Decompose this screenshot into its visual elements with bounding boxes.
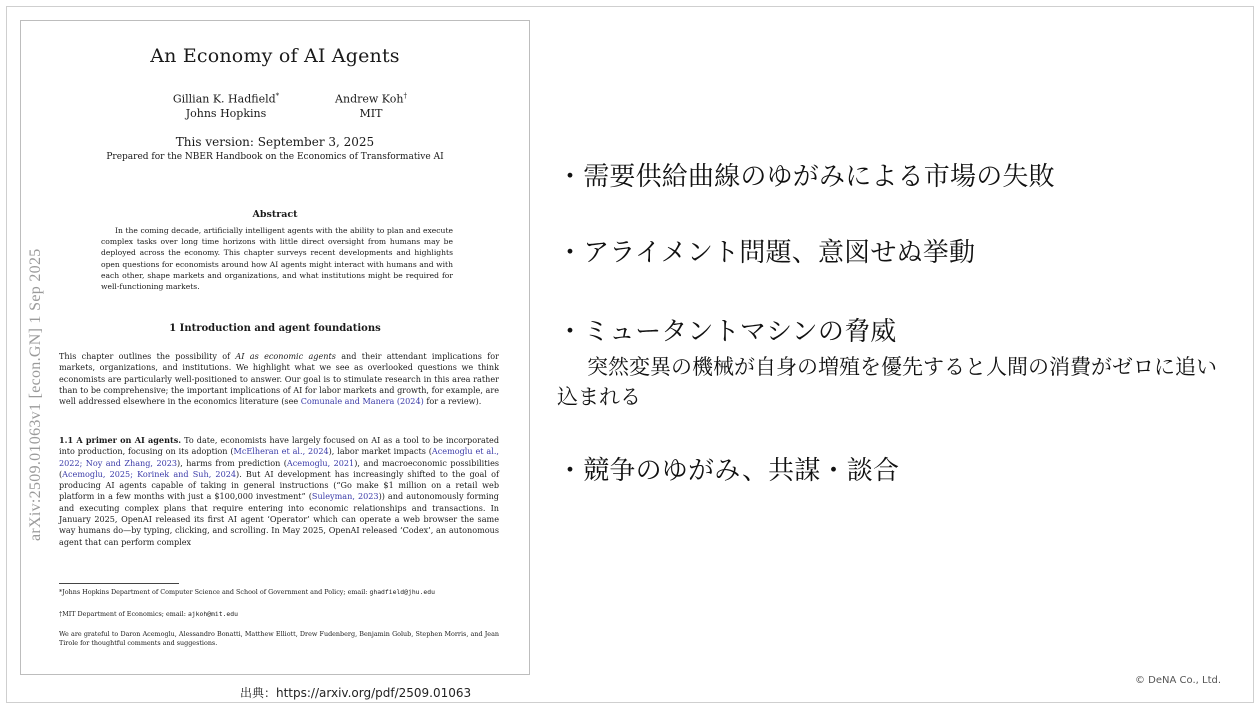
- section-heading: 1 Introduction and agent foundations: [169, 323, 381, 334]
- primer-text: ), harms from prediction (: [177, 457, 287, 468]
- paper-title: An Economy of AI Agents: [150, 45, 400, 67]
- arxiv-stamp: arXiv:2509.01063v1 [econ.GN] 1 Sep 2025: [27, 248, 44, 541]
- abstract-text: In the coming decade, artificially intelligent agents with the ability to plan and execute complex tasks over long time horizons with little direct oversight from humans may be deployed across the economy. This chapter surveys recent developments and highlights open questions for economists around how AI agents might interact with humans and with each other, shape markets and organizations, and what institutions might be required for well-functioning markets.: [101, 226, 453, 292]
- bullet-market-failure: ・需要供給曲線のゆがみによる市場の失敗: [557, 162, 1055, 192]
- citation-link[interactable]: Suleyman, 2023: [311, 491, 379, 502]
- intro-emphasis: AI as economic agents: [235, 351, 336, 361]
- primer-text: ), and macroeconomic possibilities (: [59, 457, 500, 479]
- footnote-2: [59, 610, 499, 619]
- copyright: © DeNA Co., Ltd.: [1135, 675, 1222, 686]
- author-1-mark: *: [275, 92, 280, 100]
- author-2-mark: †: [403, 92, 407, 100]
- intro-paragraph: [59, 351, 499, 407]
- citation-link[interactable]: Acemoglu, 2021: [286, 457, 355, 468]
- author-1: [151, 89, 301, 121]
- bullet-competition: ・競争のゆがみ、共謀・談合: [557, 456, 900, 486]
- primer-text: ), labor market impacts (: [328, 446, 432, 457]
- primer-lead: 1.1 A primer on AI agents.: [59, 435, 182, 445]
- bullet-alignment: ・アライメント問題、意図せぬ挙動: [557, 238, 976, 268]
- primer-text: To date, economists have largely focused on AI as a tool to be incorporated into production, focusing on its adoption (: [59, 435, 500, 457]
- footnote-1: [59, 588, 499, 597]
- author-2: [311, 89, 431, 121]
- primer-paragraph: [59, 435, 499, 548]
- intro-text-a: This chapter outlines the possibility of: [59, 351, 236, 361]
- footnote-1-email: ghadfield@jhu.edu: [369, 588, 435, 596]
- primer-text: )) and autonomously forming and executing complex plans that require entering into economic relationships and transactions. In January 2025, OpenAI released its first AI agent ‘Operator’ which can operate a web browser the same way humans do—by typing, clicking, and scrolling. In May 2025, OpenAI released ‘Codex’, an autonomous agent that can perform complex: [59, 491, 499, 547]
- citation-link[interactable]: Acemoglu et al., 2022; Noy and Zhang, 2023: [59, 446, 499, 468]
- author-2-name: Andrew Koh: [335, 92, 404, 106]
- author-2-affiliation: MIT: [359, 106, 383, 120]
- footnote-2-email: ajkoh@mit.edu: [187, 610, 238, 618]
- source-citation: 出典：https://arxiv.org/pdf/2509.01063: [240, 686, 472, 700]
- citation-link[interactable]: McElheran et al., 2024: [233, 446, 329, 457]
- citation-link[interactable]: Acemoglu, 2025; Korinek and Suh, 2024: [62, 468, 237, 479]
- bullet-mutant-detail: 突然変異の機械が自身の増殖を優先すると人間の消費がゼロに追い込まれる: [557, 355, 1217, 409]
- bullet-mutant-machine: ・ミュータントマシンの脅威: [557, 317, 897, 347]
- primer-text: ). But AI development has increasingly shifted to the goal of producing AI agents capable of taking in general instructions (“Go make $1 million on a retail web platform in a few months with just a $100,000 investment” (: [59, 468, 499, 502]
- author-1-affiliation: Johns Hopkins: [185, 106, 267, 120]
- paper-version: This version: September 3, 2025: [175, 135, 375, 149]
- author-1-name: Gillian K. Hadfield: [172, 92, 276, 106]
- acknowledgement: We are grateful to Daron Acemoglu, Alessandro Bonatti, Matthew Elliott, Drew Fudenberg, Benjamin Golub, Stephen Morris, and Jean Tirole for thoughtful comments and suggestions.: [59, 630, 499, 647]
- footnote-1-text: *Johns Hopkins Department of Computer Science and School of Government and Policy; email:: [59, 588, 368, 596]
- paper-thumbnail: [20, 20, 530, 675]
- citation-link[interactable]: Comunale and Manera (2024): [300, 396, 424, 407]
- intro-text-c: for a review).: [423, 396, 482, 407]
- abstract-title: Abstract: [252, 209, 298, 220]
- paper-prepared-for: Prepared for the NBER Handbook on the Economics of Transformative AI: [106, 152, 444, 162]
- footnote-rule: [59, 583, 179, 584]
- footnote-2-text: †MIT Department of Economics; email:: [59, 610, 186, 618]
- intro-text-b: and their attendant implications for markets, organizations, and institutions. We highlight what we see as overlooked questions we think economists are particularly well-positioned to answer. Our goal is to stimulate research in this area rather than to be comprehensive; the important implications of AI for labor markets and growth, for example, are well addressed elsewhere in the economics literature (see: [59, 351, 499, 407]
